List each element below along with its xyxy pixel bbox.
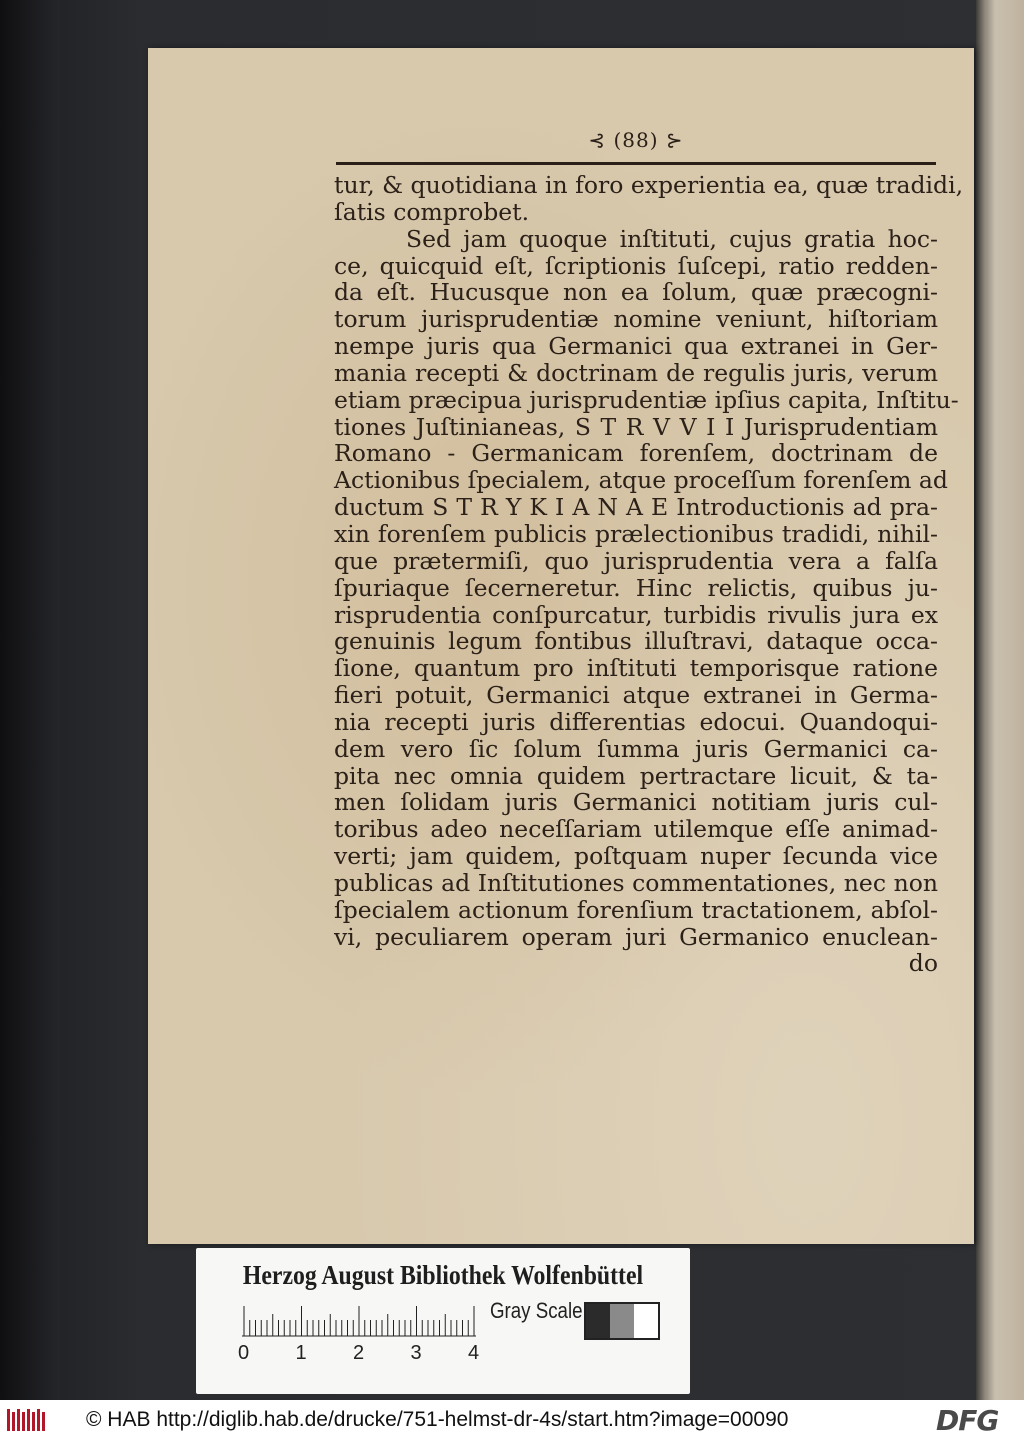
ruler-number: 2 (353, 1342, 365, 1364)
logo-bar (32, 1412, 35, 1431)
hab-logo-icon (6, 1408, 46, 1432)
ruler-number: 3 (410, 1342, 422, 1364)
adjacent-page-edge (976, 0, 1024, 1400)
text-line: ſatis comprobet. (334, 197, 530, 226)
text-line: tur, & quotidiana in foro experientia ea, quæ tradidi, (334, 171, 964, 199)
text-line: torum jurisprudentiæ nomine veniunt, hiſtoriam (334, 305, 938, 334)
text-line: ductum S T R Y K I A N A E Introductionis ad pra- (334, 493, 938, 522)
text-line: ſpuriaque ſecerneretur. Hinc relictis, quibus ju- (334, 573, 938, 602)
text-line: publicas ad Inſtitutiones commentationes, nec non (334, 868, 938, 897)
text-line: men ſolidam juris Germanici notitiam juris cul- (334, 788, 938, 817)
gray-patch (586, 1304, 610, 1338)
text-line: nempe juris qua Germanici qua extranei in Ger- (334, 332, 938, 361)
text-line: da eſt. Hucusque non ea ſolum, quæ præcogni- (334, 278, 938, 307)
page-body-text (334, 171, 964, 978)
gray-patch (634, 1304, 658, 1338)
header-rule (336, 162, 936, 165)
text-line: ce, quicquid eſt, ſcriptionis ſuſcepi, ratio redden- (334, 251, 938, 280)
color-scale-card (196, 1248, 690, 1394)
text-line: dem vero ſic ſolum ſumma juris Germanici ca- (334, 734, 938, 763)
page-number-header: ⊰ (88) ⊱ (588, 128, 684, 152)
text-line: toribus adeo neceſſariam utilemque eſſe animad- (334, 815, 938, 844)
ruler-number: 4 (468, 1342, 480, 1364)
text-line: vi, peculiarem operam juri Germanico enuclean- (334, 922, 938, 951)
text-line: Romano - Germanicam forenſem, doctrinam de (334, 439, 938, 468)
logo-bar (7, 1409, 10, 1431)
text-line: xin forenſem publicis prælectionibus tradidi, nihil- (334, 519, 938, 548)
text-line: genuinis legum fontibus illuſtravi, dataque occa- (334, 627, 938, 656)
gray-patch (610, 1304, 634, 1338)
text-line: fieri potuit, Germanici atque extranei in Germa- (334, 681, 938, 710)
text-line: nia recepti juris differentias edocui. Quandoqui- (334, 707, 938, 736)
logo-bar (42, 1412, 45, 1431)
text-line: Sed jam quoque inſtituti, cujus gratia hoc- (406, 224, 938, 253)
library-name: Herzog August Bibliothek Wolfenbüttel (242, 1260, 644, 1290)
text-line: ſpecialem actionum forenſium tractationem, abſol- (334, 895, 938, 924)
text-line: pita nec omnia quidem pertractare licuit, & ta- (334, 761, 938, 790)
ruler-scale (242, 1302, 476, 1338)
book-page (148, 48, 974, 1244)
footer-bar (0, 1400, 1024, 1439)
logo-bar (37, 1409, 40, 1431)
logo-bar (12, 1412, 15, 1431)
ruler-number: 1 (295, 1342, 307, 1364)
text-line: verti; jam quidem, poſtquam nuper ſecunda vice (334, 842, 938, 871)
source-url[interactable]: © HAB http://diglib.hab.de/drucke/751-helmst-dr-4s/start.htm?image=00090 (86, 1408, 789, 1431)
ruler-number: 0 (238, 1342, 250, 1364)
logo-bar (27, 1409, 30, 1431)
logo-bar (22, 1412, 25, 1431)
text-line: etiam præcipua jurisprudentiæ ipſius capita, Inſtitu- (334, 385, 959, 414)
text-line: risprudentia conſpurcatur, turbidis rivulis jura ex (334, 600, 938, 629)
book-board-edge (0, 0, 60, 1400)
text-line: mania recepti & doctrinam de regulis juris, verum (334, 358, 938, 387)
gray-scale-label: Gray Scale (490, 1298, 583, 1323)
catchword: do (908, 949, 938, 978)
logo-bar (17, 1409, 20, 1431)
text-line: Actionibus ſpecialem, atque proceſſum forenſem ad (334, 466, 948, 495)
text-line: ſione, quantum pro inſtituti temporisque ratione (334, 654, 938, 683)
gray-scale-patches (584, 1302, 660, 1340)
text-line: que prætermiſi, quo jurisprudentia vera a falſa (334, 546, 938, 575)
text-line: tiones Juſtinianeas, S T R V V I I Jurisprudentiam (334, 412, 938, 441)
dfg-logo: DFG (936, 1404, 999, 1437)
